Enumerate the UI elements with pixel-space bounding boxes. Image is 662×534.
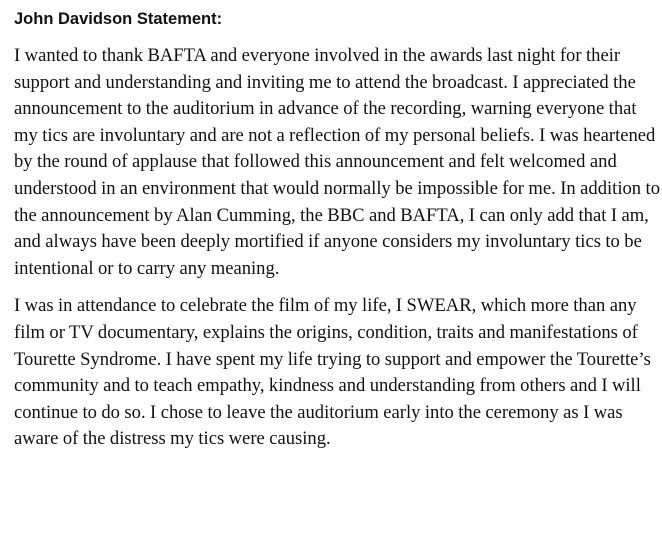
statement-paragraph-1: I wanted to thank BAFTA and everyone involved in the awards last night for their support and understanding and inviting me to attend the broadcast. I appreciated the announcement to the auditorium in advance of the recording, warning everyone that my tics are involuntary and are not a reflection of my personal beliefs. I was heartened by the round of applause that followed this announcement and felt welcomed and understood in an environment that would normally be impossible for me. In addition to the announcement by Alan Cumming, the BBC and BAFTA, I can only add that I am, and always have been deeply mortified if anyone considers my involuntary tics to be intentional or to carry any meaning. (14, 45, 661, 279)
statement-paragraph-2: I was in attendance to celebrate the film of my life, I SWEAR, which more than any film or TV documentary, explains the origins, condition, traits and manifestations of Tourette Syndrome. I have spent my life trying to support and empower the Tourette’s community and to teach empathy, kindness and understanding from others and I will continue to do so. I chose to leave the auditorium early into the ceremony as I was aware of the distress my tics were causing. (14, 295, 651, 450)
statement-heading: John Davidson Statement: (14, 10, 223, 28)
statement-document (14, 8, 662, 464)
